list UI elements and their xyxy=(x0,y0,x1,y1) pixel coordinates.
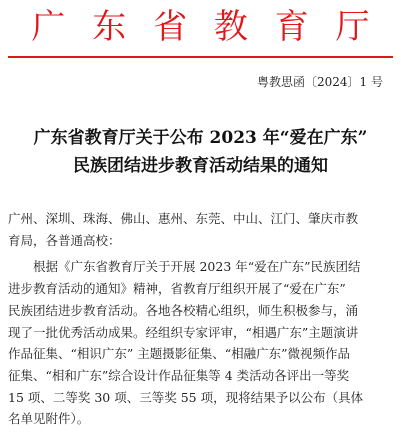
title-line: 广东省教育厅关于公布 2023 年“爱在广东” xyxy=(33,128,368,148)
header-char: 厅 xyxy=(335,7,370,47)
issuing-authority-header xyxy=(0,4,401,50)
red-divider-line xyxy=(8,56,393,58)
body-line: 15 项、二等奖 30 项、三等奖 55 项，现将结果予以公布（具体 xyxy=(8,389,364,405)
document-number: 粤教思函〔2024〕1 号 xyxy=(257,75,383,89)
body-line: 现了一批优秀活动成果。经组织专家评审，“相遇广东”主题演讲 xyxy=(8,324,359,340)
body-line: 作品征集、“相识广东” 主题摄影征集、“相融广东”微视频作品 xyxy=(8,346,351,362)
header-char: 广 xyxy=(31,7,66,47)
header-char: 教 xyxy=(213,7,248,47)
title-line: 民族团结进步教育活动结果的通知 xyxy=(73,156,328,176)
body-line: 进步教育活动的通知》精神，省教育厅组织开展了“爱在广东” xyxy=(8,281,346,297)
body-line: 根据《广东省教育厅关于开展 2023 年“爱在广东”民族团结 xyxy=(33,259,361,275)
header-char: 省 xyxy=(153,7,188,47)
body-line: 征集、“相和广东”综合设计作品征集等 4 类活动各评出一等奖 xyxy=(8,367,350,383)
body-line: 名单见附件）。 xyxy=(8,411,90,427)
header-char: 育 xyxy=(274,7,309,47)
document-title xyxy=(0,124,401,180)
body-line: 民族团结进步教育活动。各地各校精心组织，师生积极参与，涌 xyxy=(8,302,359,318)
header-char: 东 xyxy=(92,7,127,47)
recipients-line: 广州、深圳、珠海、佛山、惠州、东莞、中山、江门、肇庆市教 xyxy=(8,211,359,226)
document-body xyxy=(8,208,392,430)
recipients-line: 育局，各普通高校： xyxy=(8,232,121,248)
